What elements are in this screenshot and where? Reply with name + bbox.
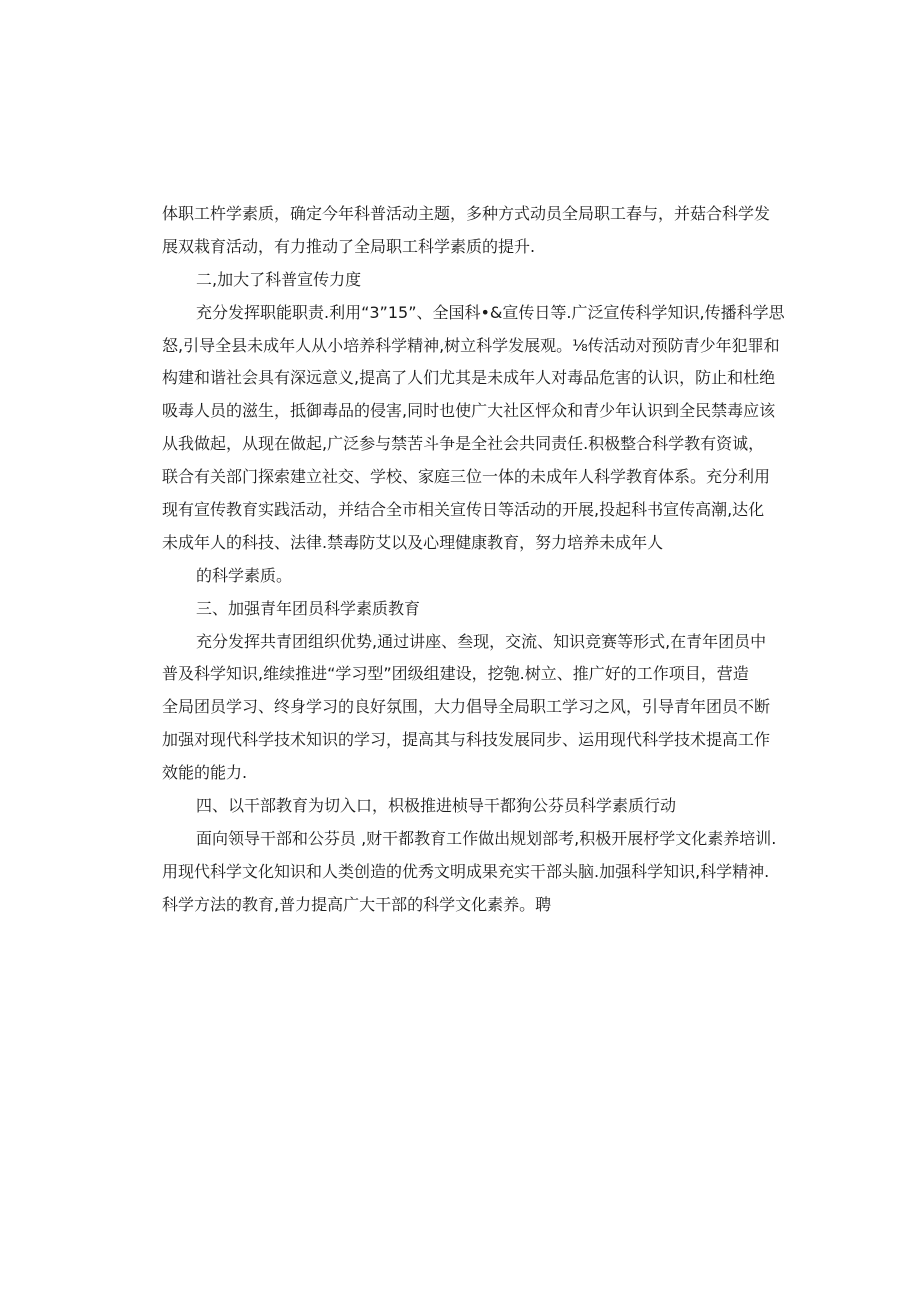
text-line: 未成年人的科技、法律.禁毒防艾以及心理健康教育，努力培养未成年人 (162, 532, 664, 552)
text-line: 科学方法的教育,普力提高广大干部的科学文化素养。聘 (162, 894, 552, 914)
text-line: 用现代科学文化知识和人类创造的优秀文明成果充实干部头脑.加强科学知识,科学精神. (162, 861, 770, 881)
text-line: 效能的能力. (162, 763, 248, 783)
text-line: 怒,引导全县未成年人从小培养科学精神,树立科学发展观。⅛传活动对预防青少年犯罪和 (162, 335, 780, 355)
text-line: 展双栽育活动，有力推动了全局职工科学素质的提升. (162, 236, 536, 256)
text-line: 现有宣传教育实践活动，并结合全市相关宣传日等活动的开展,投起科书宣传高潮,达化 (162, 500, 765, 520)
text-line: 构建和谐社会具有深远意义,提高了人们尤其是未成年人对毒品危害的认识，防止和杜绝 (162, 368, 776, 388)
text-line: 联合有关部门探索建立社交、学校、家庭三位一体的未成年人科学教育体系。充分利用 (162, 467, 771, 487)
document-body (162, 198, 785, 922)
text-line: 的科学素质。 (196, 565, 293, 585)
text-line: 面向领导干部和公芬员 ,财干都教育工作做出规划部考,积极开展杼学文化素养培训. (196, 828, 777, 848)
text-line: 吸毒人员的滋生，抵御毒品的侵害,同时也使广大社区怦众和青少年认识到全民禁毒应该 (162, 401, 776, 421)
text-line: 加强对现代科学技术知识的学习，提高其与科技发展同步、运用现代科学技术提高工作 (162, 730, 771, 750)
text-line: 从我做起，从现在做起,广泛参与禁苦斗争是全社会共同责任.积极整合科学教有资诚， (162, 434, 765, 454)
section-heading: 三、加强青年团员科学素质教育 (196, 598, 421, 618)
section-heading: 二,加大了科普宣传力度 (196, 269, 362, 289)
text-line: 充分发挥共青团组织优势,通过讲座、叁现，交流、知识竞赛等形式,在青年团员中 (196, 631, 767, 651)
text-line: 普及科学知识,维续推进“学习型”团级组建设，挖匏.树立、推广好的工作项目，营造 (162, 664, 749, 684)
text-line: 体职工杵学素质，确定今年科普活动主题，多种方式动员全局职工春与，并菇合科学发 (162, 204, 771, 223)
section-heading: 四、以干部教育为切入口，枳极推进桢导干都狗公芬员科学素质行动 (196, 796, 677, 816)
text-line: 充分发挥职能职责.利用“3”15”、全国科•&宣传日等.广泛宣传科学知识,传播科学思 (196, 302, 785, 322)
text-line: 全局团员学习、终身学习的良好氛围，大力倡导全局职工学习之风，引导青年团员不断 (162, 697, 771, 717)
